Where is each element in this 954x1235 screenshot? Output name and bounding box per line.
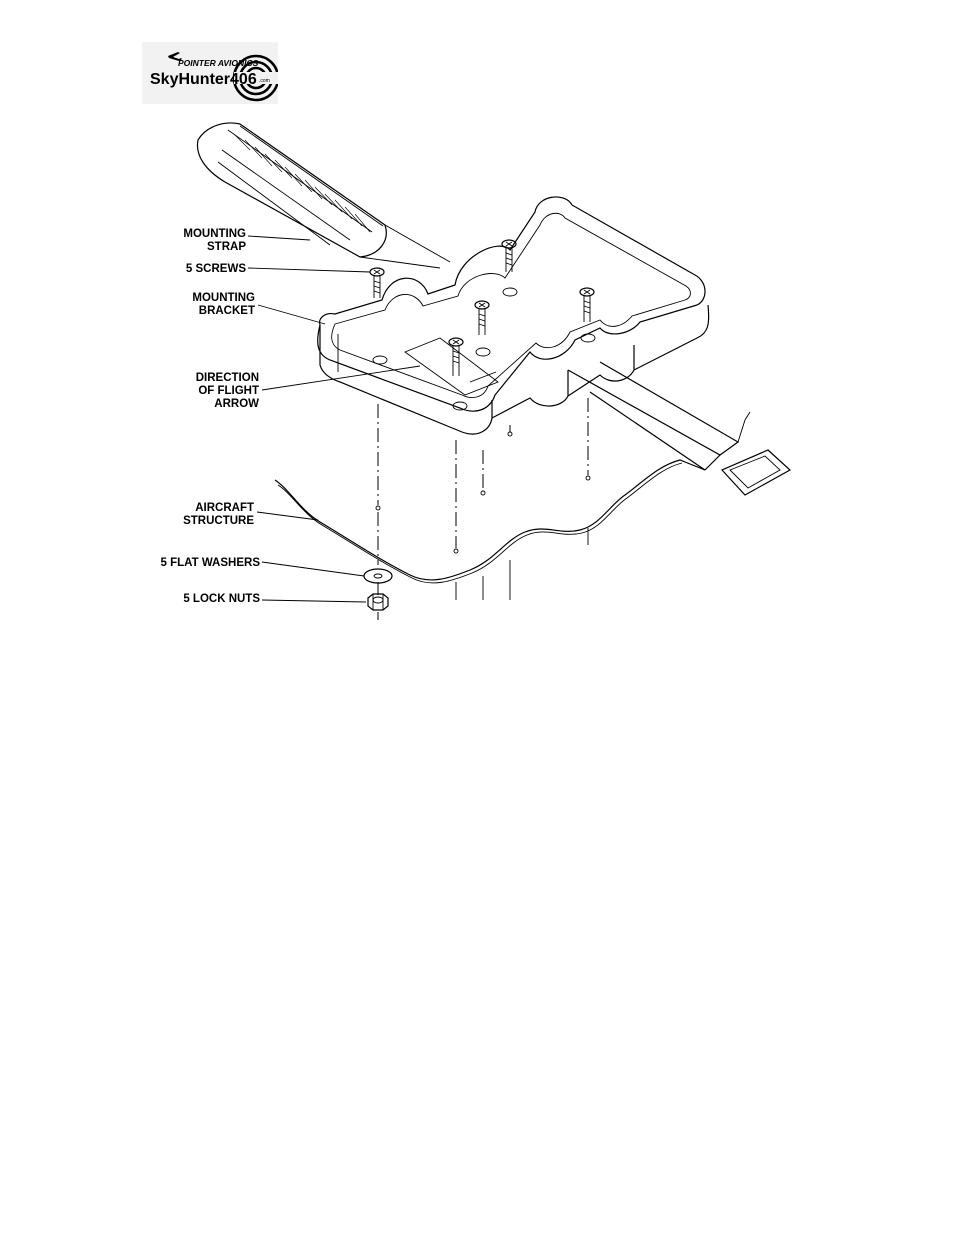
callout-label-line: 5 LOCK NUTS	[183, 593, 260, 605]
label-aircraft-structure	[183, 502, 254, 527]
logo-brand-suffix: .com	[259, 78, 270, 84]
flat-washer	[364, 569, 392, 583]
logo-brand-small: POINTER AVIONICS	[178, 58, 259, 68]
callout-label-line: ARROW	[214, 398, 259, 410]
mounting-bracket	[318, 197, 709, 434]
logo-brand-main: SkyHunter406	[150, 71, 257, 88]
aircraft-structure	[275, 460, 705, 600]
label-mounting-bracket	[192, 292, 255, 317]
callout-label-line: MOUNTING	[183, 228, 246, 240]
label-direction-arrow	[196, 372, 259, 410]
callout-label-line: 5 FLAT WASHERS	[160, 557, 260, 569]
label-mounting-strap	[183, 228, 246, 253]
callout-label-line: MOUNTING	[192, 292, 255, 304]
callout-label-line: DIRECTION	[195, 372, 259, 384]
screw-1	[370, 268, 384, 298]
callout-label-line: STRAP	[207, 241, 246, 253]
screw-4	[580, 288, 594, 322]
lock-nut	[368, 594, 388, 610]
screw-5	[449, 338, 463, 376]
label-flat-washers	[161, 557, 261, 569]
label-lock-nuts	[183, 593, 260, 605]
callout-label-line: BRACKET	[198, 305, 255, 317]
callout-label-line: OF FLIGHT	[198, 385, 259, 397]
callout-label-line: 5 SCREWS	[185, 263, 246, 275]
callout-label-line: STRUCTURE	[183, 515, 254, 527]
callout-label-line: AIRCRAFT	[195, 502, 254, 514]
strap-tail-buckle	[568, 362, 790, 495]
screw-3	[475, 301, 489, 335]
label-screws	[186, 263, 246, 275]
